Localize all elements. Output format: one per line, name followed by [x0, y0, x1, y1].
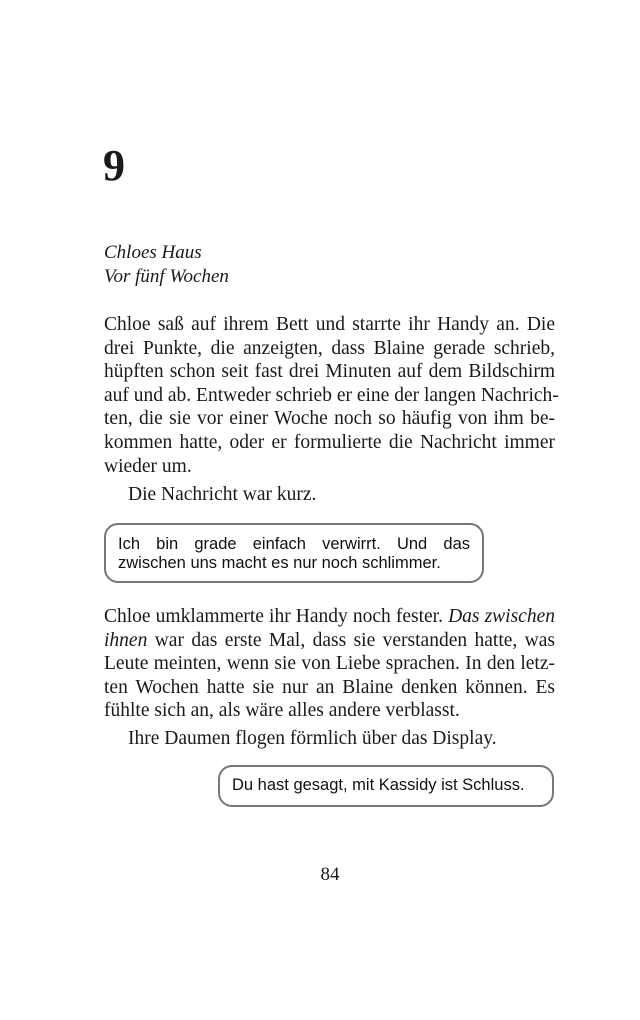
- text-line: kommen hatte, oder er formulierte die Nachricht immer: [104, 431, 555, 453]
- text-line: [104, 605, 555, 629]
- text-line: Die Nachricht war kurz.: [128, 484, 317, 505]
- text-line: Chloe saß auf ihrem Bett und starrte ihr Handy an. Die: [104, 314, 555, 335]
- text-line: [104, 629, 555, 653]
- message-line: Ich bin grade einfach verwirrt. Und das: [118, 535, 470, 553]
- received-message-bubble: [104, 523, 484, 583]
- text-segment: war das erste Mal, dass sie verstanden hatte, was: [147, 629, 555, 651]
- paragraph-3: [104, 605, 555, 723]
- location-place: Chloes Haus: [104, 242, 202, 263]
- text-line: hüpften schon seit fast drei Minuten auf dem Bildschirm: [104, 361, 555, 383]
- text-line: Ihre Daumen flogen förmlich über das Display.: [128, 728, 497, 749]
- message-line: zwischen uns macht es nur noch schlimmer.: [118, 554, 441, 572]
- text-line: drei Punkte, die anzeigten, dass Blaine gerade schrieb,: [104, 337, 555, 359]
- message-text: Du hast gesagt, mit Kassidy ist Schluss.: [232, 776, 525, 794]
- page-number: 84: [320, 864, 340, 885]
- emphasis-text: Das zwischen: [448, 606, 555, 627]
- text-line: wieder um.: [104, 455, 192, 477]
- text-segment: Chloe umklammerte ihr Handy noch fester.: [104, 606, 449, 627]
- location-time: Vor fünf Wochen: [104, 266, 229, 287]
- text-line: ten, die sie vor einer Woche noch so häufig von ihm be-: [104, 408, 555, 430]
- text-line: ten Wochen hatte sie nur an Blaine denken können. Es: [104, 676, 555, 698]
- text-line: fühlte sich an, als wäre alles andere verblasst.: [104, 700, 460, 722]
- paragraph-4: [104, 727, 555, 751]
- paragraph-1: [104, 313, 559, 478]
- chapter-location: [104, 241, 229, 289]
- sent-message-bubble: [218, 765, 554, 807]
- text-line: auf und ab. Entweder schrieb er eine der langen Nachrich-: [104, 384, 559, 406]
- text-line: Leute meinten, wenn sie von Liebe sprachen. In den letz-: [104, 653, 555, 675]
- paragraph-2: [104, 483, 555, 507]
- chapter-number: 9: [103, 141, 125, 190]
- emphasis-text: ihnen: [104, 629, 148, 651]
